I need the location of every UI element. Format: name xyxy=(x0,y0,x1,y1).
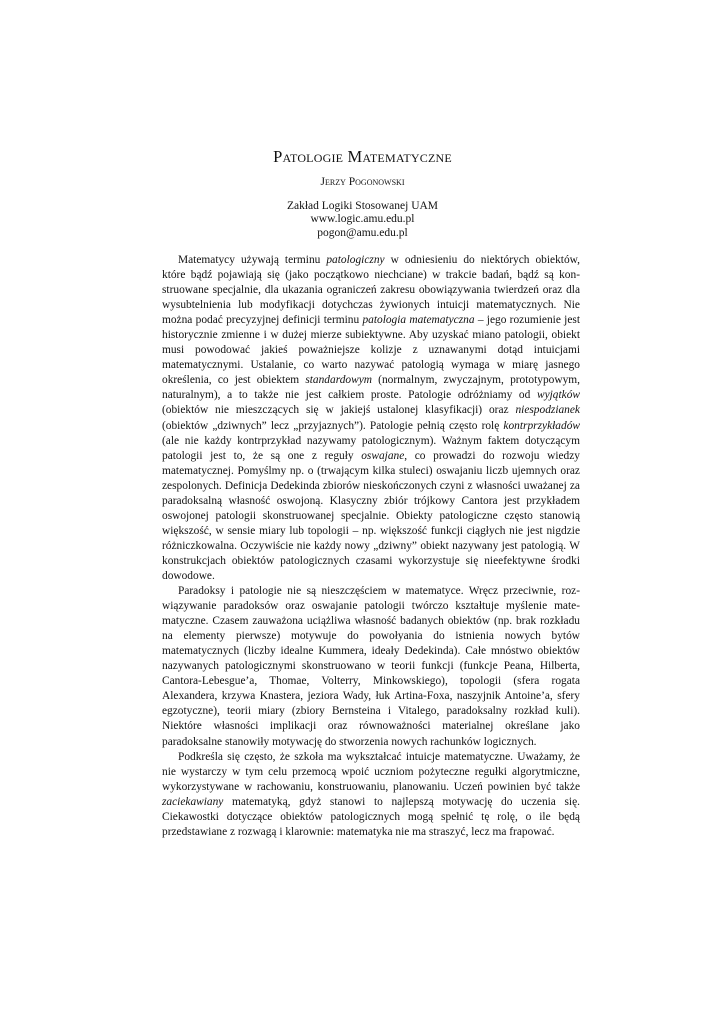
paragraph-2: Paradoksy i patologie nie są nieszczęściem w matematyce. Wręcz przeciwnie, rozwiązywanie paradoksów oraz oswajanie patologii twórczo kształtuje myślenie matematyczne. Czasem zauważona uciążliwa własność badanych obiektów (np. brak rozkładu na elementy pierwsze) motywuje do powołyania do istnienia nowych bytów matematycznych (liczby idealne Kummera, ideały Dedekinda). Całe mnóstwo obiektów nazywanych patologicznymi skonstruowano w teorii funkcji (funkcje Peana, Hilberta, Cantora-Lebesgue’a, Thomae, Volterry, Minkowskiego), topologii (sfera rogata Alexandera, krzywa Knastera, jeziora Wady, łuk Artina-Foxa, naszyjnik Antoine’a, sfery egzotyczne), teorii miary (zbiory Bernsteina i Vitalego, paradoksalny rozkład kuli). Niektóre własności implikacji oraz równoważności materialnej określane jako paradoksalne stanowiły motywację do stworzenia nowych rachunków logicznych. xyxy=(162,585,580,748)
paper-header xyxy=(0,147,725,240)
paragraph-1: Matematycy używają terminu patologiczny w odniesieniu do niektórych obiektów, które bądź pojawiają się (jako początkowo niechciane) w trakcie badań, bądź są konstruowane specjalnie, dla ukazania ograniczeń zakresu obowiązywania twierdzeń oraz dla wysubtelnienia lub modyfikacji dotychczas żywionych intuicji matematycznych. Nie można podać precyzyjnej definicji terminu patologia matematyczna – jego rozumienie jest historycznie zmienne i w dużej mierze subiektywne. Aby uzyskać miano patologii, obiekt musi powodować jakieś poważniejsze kolizje z uznawanymi dotąd intuicjami matematycznymi. Ustalanie, co warto nazywać patologią wymaga w miarę jasnego określenia, co jest obiektem standardowym (normalnym, zwyczajnym, prototypowym, naturalnym), a to także nie jest całkiem proste. Patologie odróżniamy od wyjątków (obiektów nie mieszczących się w jakiejś ustalonej klasyfikacji) oraz niespodzianek (obiektów „dziwnych” lecz „przyjaznych”). Patologie pełnią często rolę kontrprzykładów (ale nie każdy kontrprzykład nazywamy patologicznym). Ważnym faktem dotyczącym patologii jest to, że są one z reguły oswajane, co prowadzi do rozwoju wiedzy matematycznej. Pomyślmy np. o (trwającym kilka stuleci) oswajaniu liczb ujemnych oraz zespolonych. Definicja Dedekinda zbiorów nieskończonych czyni z własności uważanej za paradoksalną własność oswojoną. Klasyczny zbiór trójkowy Cantora jest przykładem oswojonej patologii skonstruowanej specjalnie. Obiekty patologiczne często stanowią większość, w sensie miary lub topologii – np. większość funkcji ciągłych nie jest nigdzie różniczkowalna. Oczywiście nie każdy nowy „dziwny” obiekt nazywany jest patologią. W konstrukcjach obiektów patologicznych czasami wykorzystuje się nieefektywne środki dowodowe. xyxy=(162,254,580,582)
paper-title: Patologie Matematyczne xyxy=(273,147,452,166)
paragraph-3: Podkreśla się często, że szkoła ma wykształcać intuicje matematyczne. Uważamy, że nie wystarczy w tym celu przemocą wpoić uczniom pożyteczne regułki algorytmiczne, wykorzystywane w rachowaniu, konstruowaniu, planowaniu. Uczeń powinien być także zaciekawiany matematyką, gdyż stanowi to najlepszą motywację do uczenia się. Ciekawostki dotyczące obiektów patologicznych mogą spełnić tę rolę, o ile będą przedstawiane z rozwagą i klarownie: matematyka nie ma straszyć, lecz ma frapować. xyxy=(162,750,580,838)
email: pogon@amu.edu.pl xyxy=(317,226,408,239)
website: www.logic.amu.edu.pl xyxy=(310,213,415,226)
affiliation: Zakład Logiki Stosowanej UAM xyxy=(286,200,439,212)
author-name: Jerzy Pogonowski xyxy=(320,176,405,188)
paper-body xyxy=(162,253,580,840)
affiliation-block xyxy=(0,200,725,240)
